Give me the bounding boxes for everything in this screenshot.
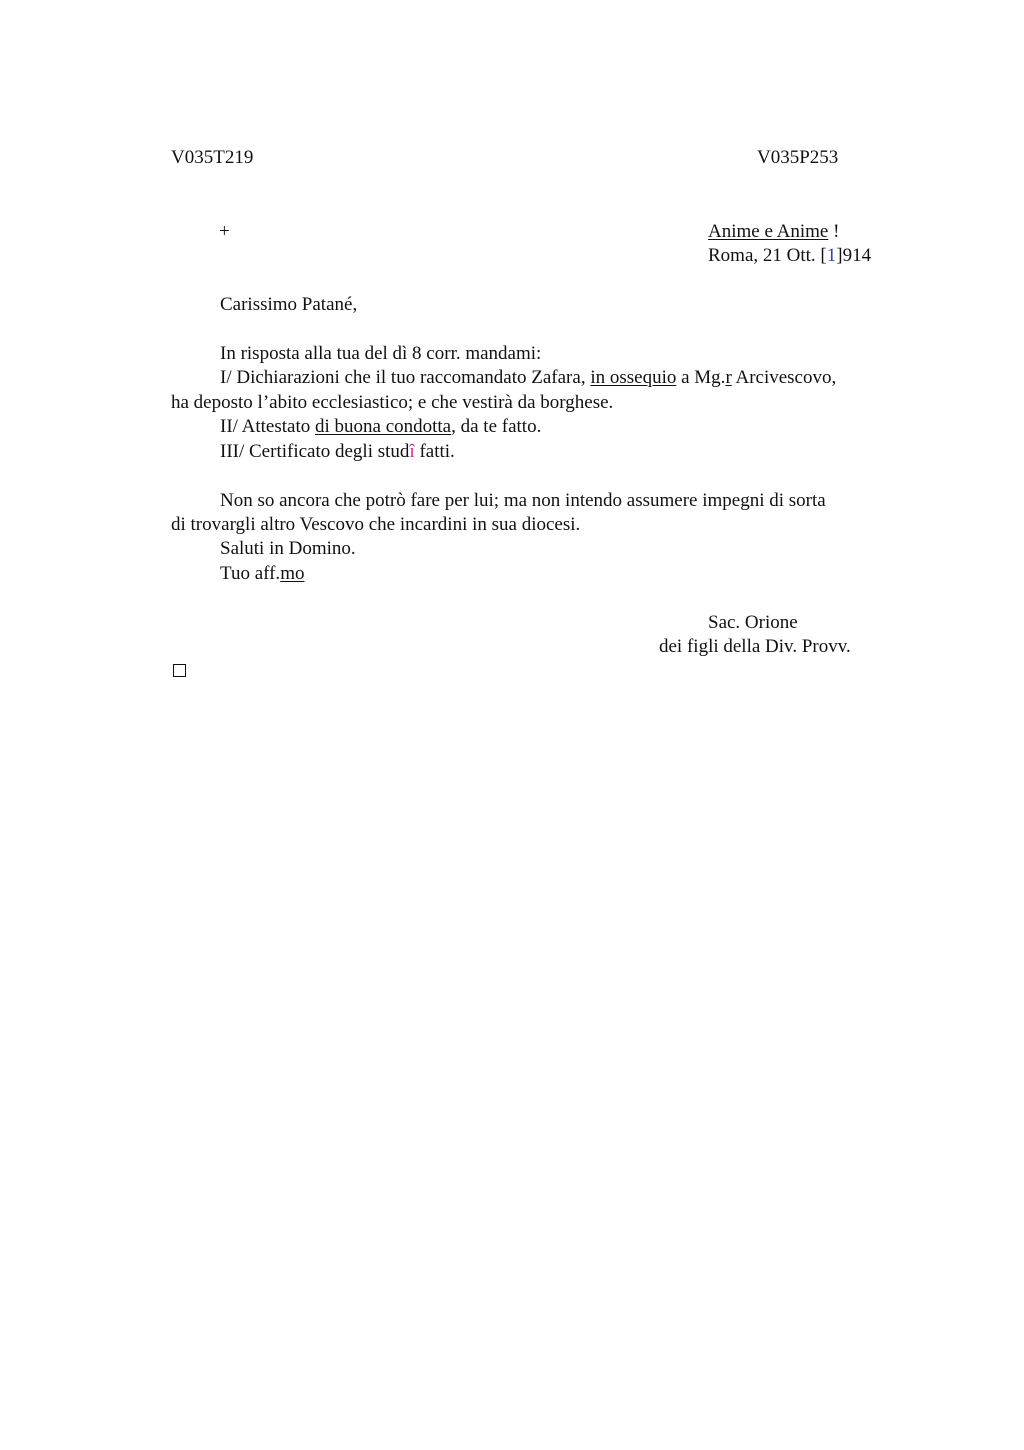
closing [220, 562, 304, 586]
intro-line: In risposta alla tua del dì 8 corr. mandami: [220, 343, 542, 364]
place-date-bracket-digit: 1 [826, 245, 837, 266]
item-2-underlined: di buona condotta [314, 416, 452, 437]
salutation: Carissimo Patané, [220, 294, 358, 315]
end-marker-square-icon [173, 664, 186, 677]
item-1-text-end: Arcivescovo, [731, 367, 837, 388]
motto-suffix: ! [828, 221, 840, 242]
place-date-suffix: ]914 [836, 245, 872, 266]
signature-title: dei figli della Div. Provv. [659, 636, 851, 657]
motto [708, 220, 839, 244]
closing-superscript: mo [280, 563, 305, 584]
item-1-continuation: ha deposto l’abito ecclesiastico; e che vestirà da borghese. [171, 392, 614, 413]
item-1-text: I/ Dichiarazioni che il tuo raccomandato Zafara, [220, 367, 591, 388]
item-3 [220, 440, 455, 464]
item-3-accent-char: î [409, 441, 415, 462]
item-2-text: II/ Attestato [220, 416, 315, 437]
motto-text: Anime e Anime [708, 221, 829, 242]
place-date [708, 244, 871, 268]
item-3-text-end: fatti. [414, 441, 455, 462]
item-2 [220, 415, 541, 439]
greeting: Saluti in Domino. [220, 538, 356, 559]
item-1 [220, 366, 836, 390]
item-3-text: III/ Certificato degli stud [220, 441, 410, 462]
paragraph-line-2: di trovargli altro Vescovo che incardini in sua diocesi. [171, 514, 581, 535]
document-code-left: V035T219 [171, 147, 254, 168]
item-1-underlined: in ossequio [590, 367, 677, 388]
place-date-prefix: Roma, 21 Ott. [ [708, 245, 827, 266]
signature-name: Sac. Orione [708, 612, 798, 633]
cross-symbol: + [219, 221, 230, 242]
paragraph-line-1: Non so ancora che potrò fare per lui; ma non intendo assumere impegni di sorta [220, 490, 826, 511]
document-code-right: V035P253 [757, 147, 839, 168]
item-2-text-end: , da te fatto. [451, 416, 542, 437]
closing-text: Tuo aff. [220, 563, 281, 584]
item-1-text-mid: a Mg. [676, 367, 726, 388]
item-1-abbrev-underlined: r [725, 367, 732, 388]
